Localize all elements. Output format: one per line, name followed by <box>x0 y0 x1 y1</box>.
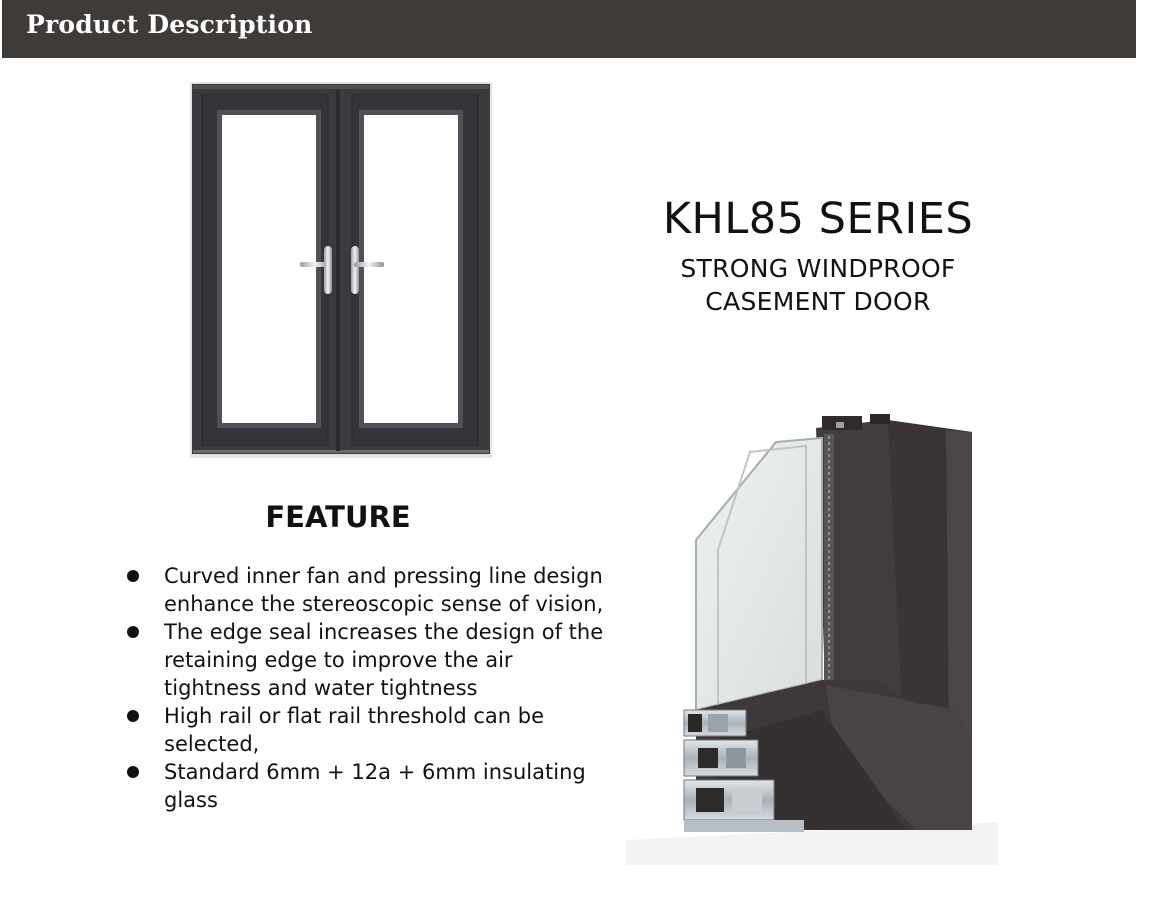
left-glass-pane <box>222 115 316 423</box>
feature-item-text: The edge seal increases the design of the retaining edge to improve the air tightness and water tightness <box>164 620 604 700</box>
series-subtitle-line1: STRONG WINDPROOF <box>680 254 956 283</box>
feature-item-text: Standard 6mm + 12a + 6mm insulating glass <box>164 760 586 812</box>
series-subtitle-line2: CASEMENT DOOR <box>705 287 931 316</box>
feature-item-text: Curved inner fan and pressing line design enhance the stereoscopic sense of vision, <box>164 564 604 616</box>
right-glass-pane <box>364 115 458 423</box>
feature-heading: FEATURE <box>265 500 411 534</box>
door-image <box>188 80 498 462</box>
header-bar <box>2 0 1136 58</box>
feature-item-text: High rail or flat rail threshold can be selected, <box>164 704 545 756</box>
bullet-icon <box>127 626 139 638</box>
feature-item <box>126 618 606 702</box>
feature-item <box>126 562 606 618</box>
profile-section-image <box>626 410 998 865</box>
feature-item <box>126 702 606 758</box>
series-title: KHL85 SERIES <box>662 194 974 244</box>
bullet-icon <box>127 710 139 722</box>
feature-item <box>126 758 606 814</box>
bullet-icon <box>127 766 139 778</box>
section-title: Product Description <box>26 10 313 39</box>
feature-list <box>126 562 606 814</box>
bullet-icon <box>127 570 139 582</box>
